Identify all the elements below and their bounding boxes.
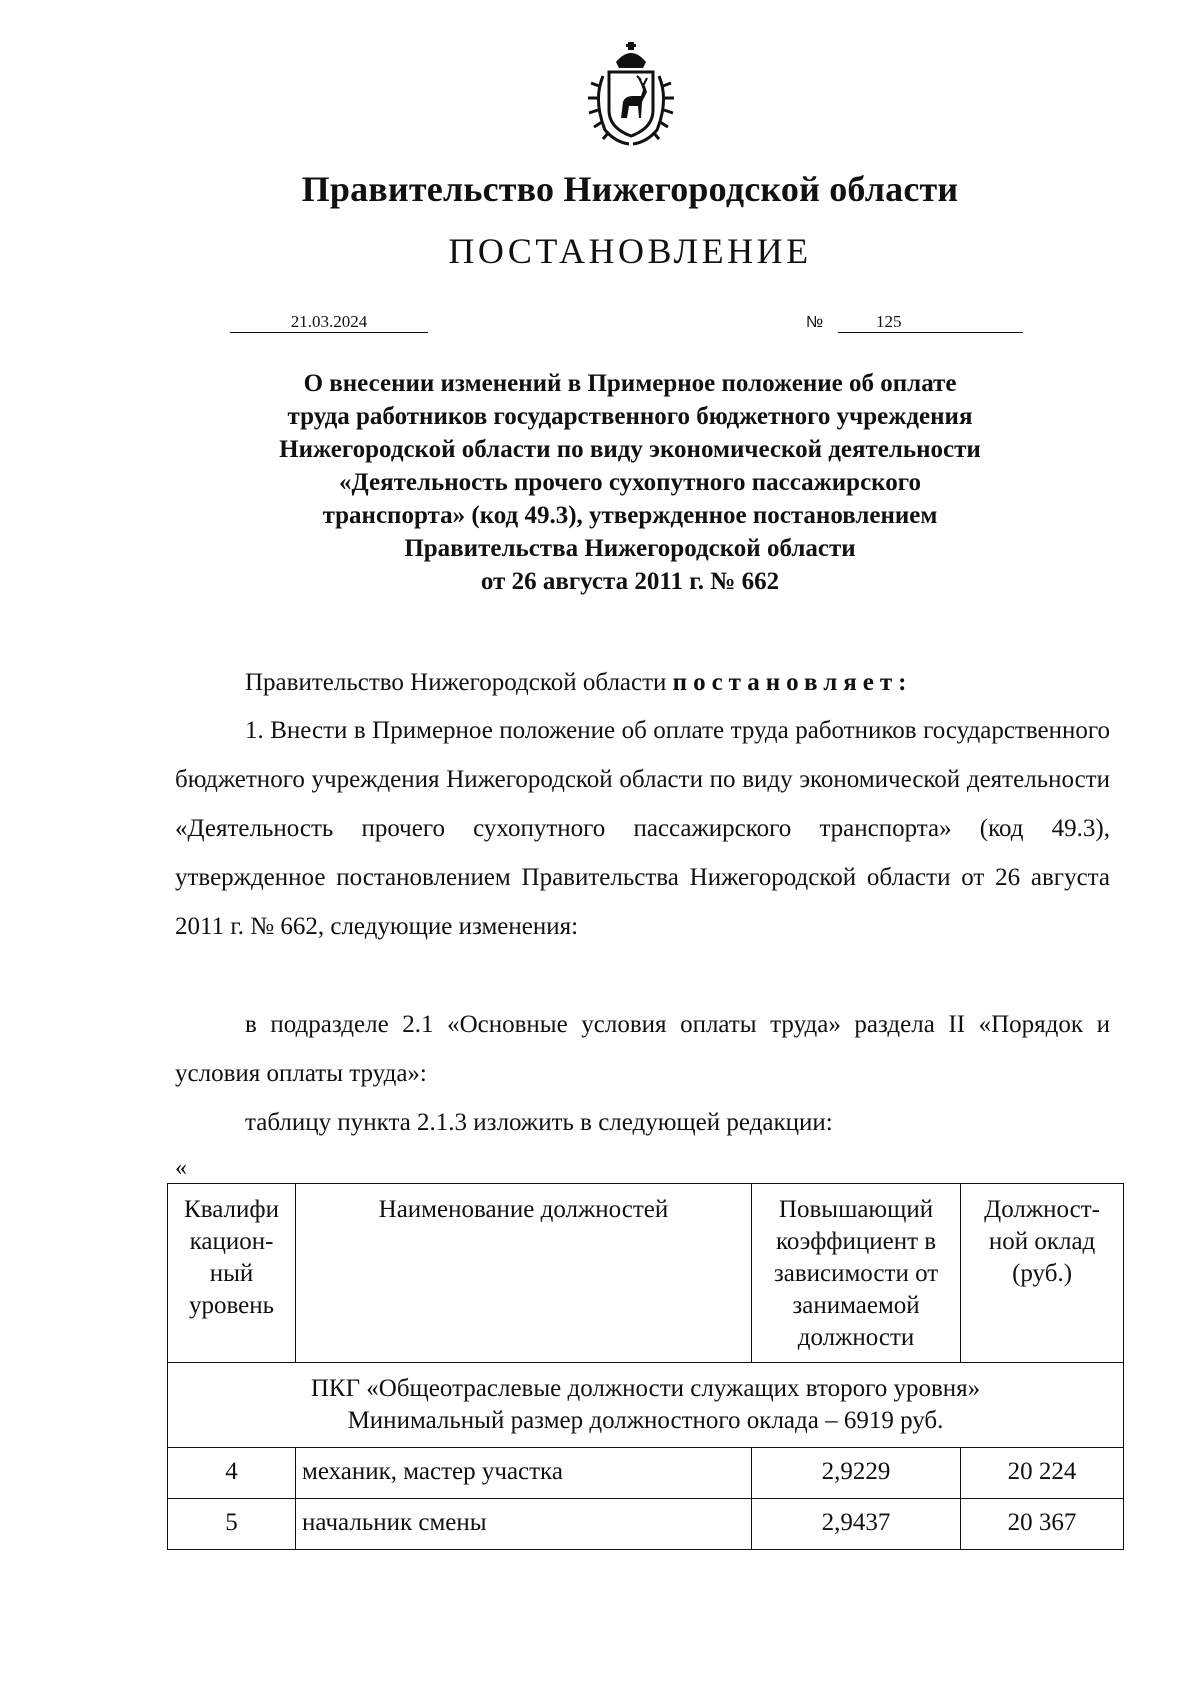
group-title: ПКГ «Общеотраслевые должности служащих второго уровня» bbox=[310, 1375, 981, 1402]
number-sign: № bbox=[806, 314, 824, 331]
subject-line: труда работников государственного бюджетного учреждения bbox=[287, 403, 973, 430]
header-level: Квалифи кацион-ный уровень bbox=[168, 1184, 296, 1363]
subject-line: Правительства Нижегородской области bbox=[404, 535, 856, 562]
document-kind: ПОСТАНОВЛЕНИЕ bbox=[448, 231, 812, 271]
subject-line: О внесении изменений в Примерное положение об оплате bbox=[303, 370, 957, 397]
header-salary: Должност-ной оклад (руб.) bbox=[961, 1184, 1124, 1363]
header-coefficient: Повышающий коэффициент в зависимости от занимаемой должности bbox=[751, 1184, 960, 1363]
document-number: 125 bbox=[876, 312, 902, 331]
subject-line: Нижегородской области по виду экономической деятельности bbox=[279, 436, 981, 463]
resolution-intro bbox=[175, 658, 1110, 707]
intro-text: Правительство Нижегородской области bbox=[245, 669, 667, 696]
cell-position-name: начальник смены bbox=[296, 1499, 752, 1550]
opening-quote: « bbox=[175, 1155, 187, 1181]
paragraph-subsection bbox=[175, 1000, 1110, 1098]
subject-line: от 26 августа 2011 г. № 662 bbox=[480, 568, 780, 595]
paragraph-table-note bbox=[175, 1098, 1110, 1147]
cell-level: 4 bbox=[168, 1448, 296, 1499]
coat-of-arms-icon bbox=[571, 40, 691, 150]
table-row bbox=[168, 1448, 1124, 1499]
paragraph-item-1 bbox=[175, 706, 1110, 951]
group-cell bbox=[168, 1363, 1124, 1448]
government-title: Правительство Нижегородской области bbox=[301, 169, 959, 209]
group-subtitle: Минимальный размер должностного оклада – 6919 руб. bbox=[347, 1407, 944, 1434]
table-note-text: таблицу пункта 2.1.3 изложить в следующей редакции: bbox=[245, 1109, 833, 1136]
subsection-text: в подразделе 2.1 «Основные условия оплаты труда» раздела II «Порядок и условия оплаты труда»: bbox=[175, 1011, 1110, 1087]
cell-coefficient: 2,9229 bbox=[751, 1448, 960, 1499]
table-group-row bbox=[168, 1363, 1124, 1448]
header-position-name: Наименование должностей bbox=[296, 1184, 752, 1363]
subject-line: транспорта» (код 49.3), утвержденное постановлением bbox=[322, 502, 938, 529]
subject-line: «Деятельность прочего сухопутного пассажирского bbox=[339, 469, 921, 496]
cell-level: 5 bbox=[168, 1499, 296, 1550]
cell-salary: 20 224 bbox=[961, 1448, 1124, 1499]
intro-decision-word: постановляет: bbox=[672, 669, 913, 696]
cell-position-name: механик, мастер участка bbox=[296, 1448, 752, 1499]
document-subject bbox=[200, 367, 1060, 598]
document-number-field bbox=[838, 312, 1023, 333]
cell-salary: 20 367 bbox=[961, 1499, 1124, 1550]
cell-coefficient: 2,9437 bbox=[751, 1499, 960, 1550]
document-date: 21.03.2024 bbox=[230, 312, 428, 333]
item-1-text: 1. Внести в Примерное положение об оплате труда работников государственного бюджетного учреждения Нижегородской области по виду экономической деятельности «Деятельность прочего сухопутного пассажирского транспорта» (код 49.3), утвержденное постановлением Правительства Нижегородской области от 26 августа 2011 г. № 662, следующие изменения: bbox=[175, 717, 1110, 940]
table-header-row bbox=[168, 1184, 1124, 1363]
table-row bbox=[168, 1499, 1124, 1550]
salary-table bbox=[167, 1183, 1124, 1550]
